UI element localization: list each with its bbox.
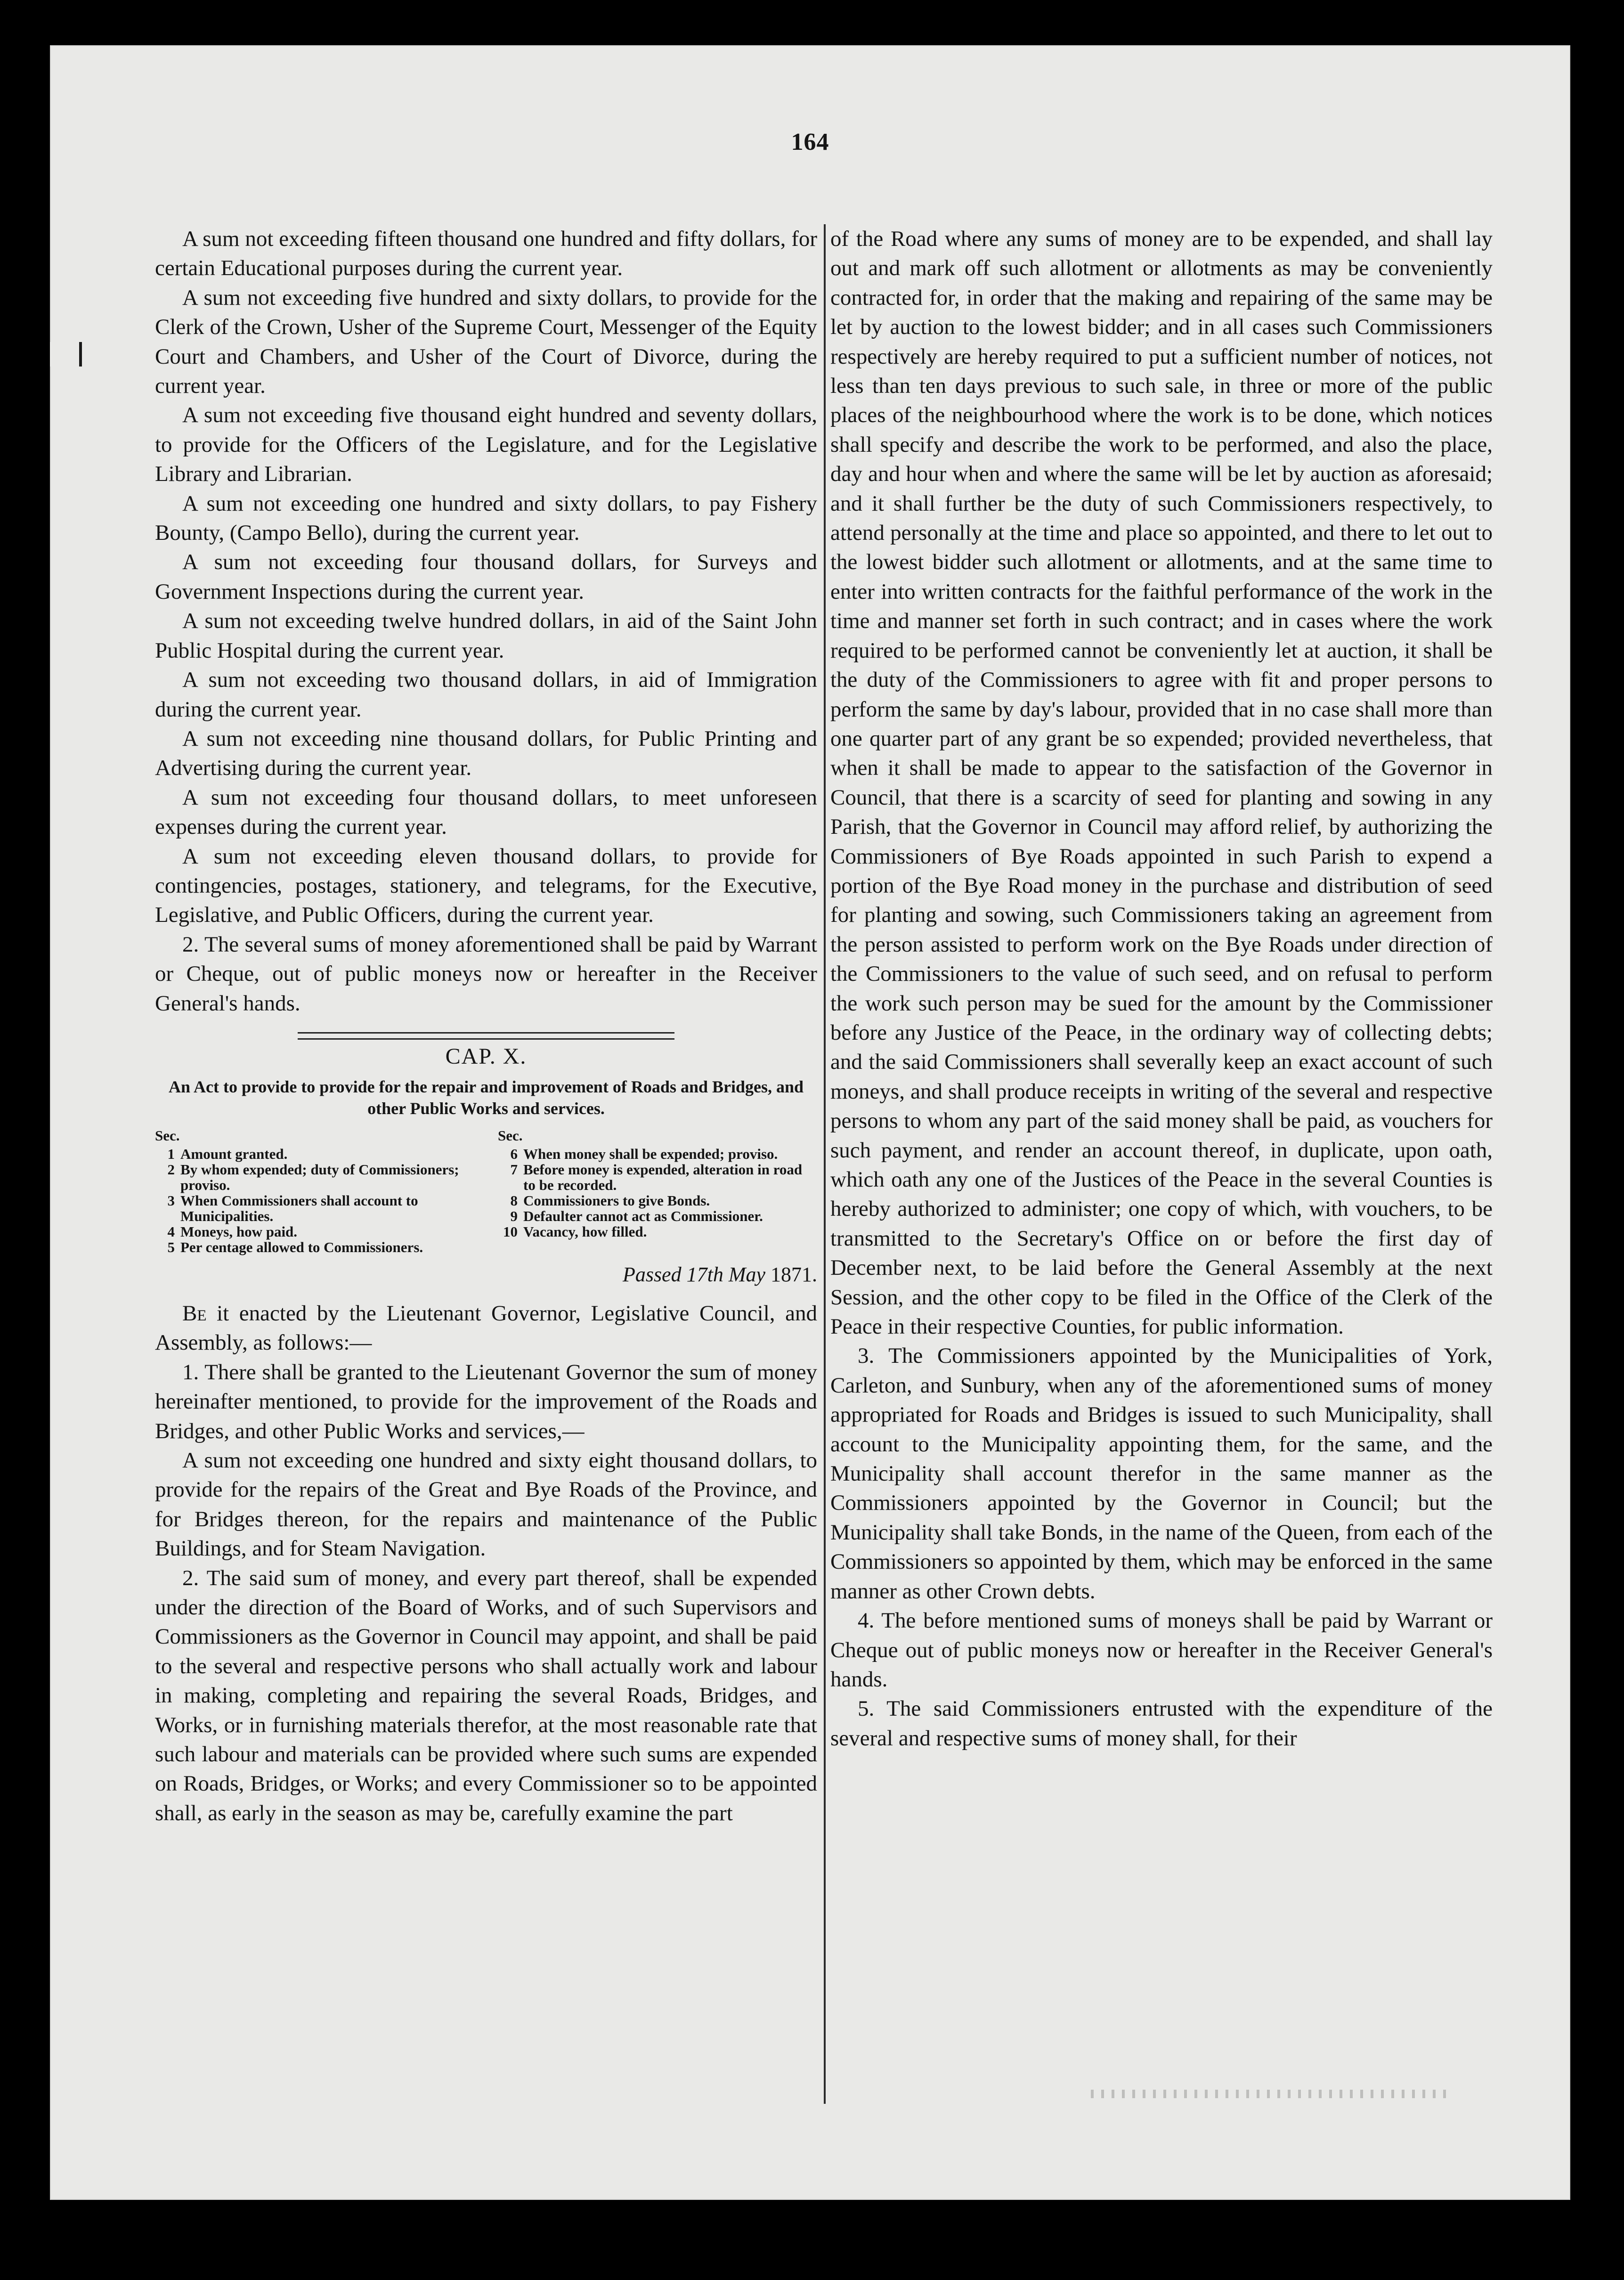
paragraph: 2. The several sums of money aforementioned shall be paid by Warrant or Cheque, out of public moneys now or hereafter in the Receiver General's hands. (155, 932, 817, 1016)
chapter-heading: CAP. X. (445, 1043, 527, 1069)
section-index-item (155, 1224, 474, 1239)
section-index-right (498, 1128, 817, 1255)
passed-year: 1871. (771, 1262, 817, 1286)
section-number: 8 (510, 1192, 518, 1209)
section-number: 1 (167, 1145, 175, 1162)
enacting-first-word: Be (182, 1301, 207, 1326)
page-number: 164 (791, 129, 829, 155)
section-number: 2 (167, 1161, 175, 1178)
paragraph: A sum not exceeding four thousand dollars, to meet unforeseen expenses during the current year. (155, 785, 817, 839)
paragraph: 1. There shall be granted to the Lieutenant Governor the sum of money hereinafter mentioned, to provide for the improvement of the Roads and Bridges, and other Public Works and services,— (155, 1360, 817, 1443)
right-paragraphs (830, 1341, 1493, 1753)
passed-date (155, 1262, 817, 1287)
section-number: 3 (167, 1192, 175, 1209)
section-number: 6 (510, 1145, 518, 1162)
paragraph: A sum not exceeding one hundred and sixty dollars, to pay Fishery Bounty, (Campo Bello), during the current year. (155, 491, 817, 546)
section-index-left (155, 1128, 474, 1255)
paragraph: 4. The before mentioned sums of moneys shall be paid by Warrant or Cheque out of public moneys now or hereafter in the Receiver General's hands. (830, 1608, 1493, 1692)
print-specks (1091, 2090, 1449, 2098)
left-bottom-paragraphs (155, 1358, 817, 1828)
section-label: Sec. (498, 1127, 523, 1144)
section-index-item (155, 1239, 474, 1255)
section-index-item (498, 1208, 817, 1224)
section-index-item (498, 1162, 817, 1193)
section-index-item (155, 1193, 474, 1224)
scanned-page (50, 45, 1570, 2200)
right-column (830, 224, 1493, 1753)
act-title: An Act to provide to provide for the repair and improvement of Roads and Bridges, and other Public Works and services. (168, 1077, 804, 1118)
paragraph: A sum not exceeding five hundred and sixty dollars, to provide for the Clerk of the Crown, Usher of the Supreme Court, Messenger of the Equity Court and Chambers, and Usher of the Court of Divorce, during the current year. (155, 285, 817, 399)
margin-mark (50, 342, 82, 366)
section-title: Amount granted. (180, 1145, 288, 1162)
passed-text: Passed 17th May (622, 1262, 765, 1286)
section-index-item (155, 1146, 474, 1162)
section-title: When money shall be expended; proviso. (523, 1145, 778, 1162)
paragraph: A sum not exceeding one hundred and sixty eight thousand dollars, to provide for the repairs of the Great and Bye Roads of the Province, and for Bridges thereon, for the repairs and maintenance of the Public Buildings, and for Steam Navigation. (155, 1448, 817, 1561)
section-number: 9 (510, 1207, 518, 1224)
section-title: When Commissioners shall account to Municipalities. (180, 1192, 418, 1224)
paragraph: A sum not exceeding nine thousand dollars, for Public Printing and Advertising during the current year. (155, 726, 817, 781)
section-title: Vacancy, how filled. (523, 1223, 647, 1240)
section-title: By whom expended; duty of Commissioners; proviso. (180, 1161, 459, 1193)
section-label: Sec. (155, 1127, 180, 1144)
section-number: 10 (503, 1223, 518, 1240)
section-number: 7 (510, 1161, 518, 1178)
section-number: 5 (167, 1238, 175, 1255)
section-title: Per centage allowed to Commissioners. (180, 1238, 423, 1255)
left-top-paragraphs (155, 224, 817, 1018)
left-column (155, 224, 817, 1828)
section-title: Defaulter cannot act as Commissioner. (523, 1207, 763, 1224)
section-index-item (155, 1162, 474, 1193)
continued-paragraph: of the Road where any sums of money are to be expended, and shall lay out and mark off such allotment or allotments as may be conveniently contracted for, in order that the making and repairing of the same may be let by auction to the lowest bidder; and in all cases such Commissioners respectively are hereby required to put a sufficient number of notices, not less than ten days previous to such sale, in three or more of the public places of the neighbourhood where the work is to be done, which notices shall specify and describe the work to be performed, and also the place, day and hour when and where the same will be let by auction as aforesaid; and it shall further be the duty of such Commissioners respectively, to attend personally at the time and place so appointed, and there to let out to the lowest bidder such allotment or allotments, and at the same time to enter into written contracts for the faithful performance of the work in the time and manner set forth in such contract; and in cases where the work required to be performed cannot be conveniently let at auction, it shall be the duty of the Commissioners to agree with fit and proper persons to perform the same by day's labour, provided that in no case shall more than one quarter part of any grant be so expended; provided nevertheless, that when it shall be made to appear to the satisfaction of the Governor in Council, that there is a scarcity of seed for planting and sowing in any Parish, that the Governor in Council may afford relief, by authorizing the Commissioners of Bye Roads appointed in such Parish to expend a portion of the Bye Road money in the purchase and distribution of seed for planting and sowing, such Commissioners taking an agreement from the person assisted to perform work on the Bye Roads under direction of the Commissioners to the value of such seed, and on refusal to perform the work such person may be sued for the amount by the Commissioner before any Justice of the Peace, in the ordinary way of collecting debts; and the said Commissioners shall severally keep an exact account of such moneys, and shall produce receipts in writing of the several and respective persons to whom any part of the said money shall be paid, as vouchers for such payment, and render an account thereof, in duplicate, upon oath, which oath any one of the Justices of the Peace in the several Counties is hereby authorized to administer; one copy of which, with vouchers, to be transmitted to the Secretary's Office on or before the first day of December next, to be laid before the General Assembly at the next Session, and the other copy to be filed in the Office of the Clerk of the Peace in their respective Counties, for public information. (830, 227, 1493, 1339)
paragraph: 2. The said sum of money, and every part thereof, shall be expended under the direction of the Board of Works, and of such Supervisors and Commissioners as the Governor in Council may appoint, and shall be paid to the several and respective persons who shall actually work and labour in making, completing and repairing the several Roads, Bridges, and Works, or in furnishing materials therefor, at the most reasonable rate that such labour and materials can be provided where such sums are expended on Roads, Bridges, or Works; and every Commissioner so to be appointed shall, as early in the season as may be, carefully examine the part (155, 1565, 817, 1825)
enacting-clause (155, 1299, 817, 1358)
paragraph: A sum not exceeding twelve hundred dollars, in aid of the Saint John Public Hospital during the current year. (155, 609, 817, 663)
paragraph: A sum not exceeding four thousand dollars, for Surveys and Government Inspections during the current year. (155, 550, 817, 604)
paragraph: A sum not exceeding five thousand eight hundred and seventy dollars, to provide for the Officers of the Legislature, and for the Legislative Library and Librarian. (155, 403, 817, 487)
paragraph: A sum not exceeding two thousand dollars, in aid of Immigration during the current year. (155, 668, 817, 722)
section-index (155, 1128, 817, 1255)
paragraph: 3. The Commissioners appointed by the Municipalities of York, Carleton, and Sunbury, when any of the aforementioned sums of money appropriated for Roads and Bridges is issued to such Municipality, shall account to the Municipality appointing them, for the same, and the Municipality shall account therefor in the same manner as the Commissioners appointed by the Governor in Council; but the Municipality shall take Bonds, in the name of the Queen, from each of the Commissioners so appointed by them, which may be enforced in the same manner as other Crown debts. (830, 1344, 1493, 1604)
section-title: Moneys, how paid. (180, 1223, 298, 1240)
paragraph: A sum not exceeding eleven thousand dollars, to provide for contingencies, postages, stationery, and telegrams, for the Executive, Legislative, and Public Officers, during the current year. (155, 844, 817, 928)
section-index-item (498, 1224, 817, 1239)
section-title: Before money is expended, alteration in road to be recorded. (523, 1161, 803, 1193)
section-index-item (498, 1146, 817, 1162)
section-divider (298, 1032, 674, 1040)
paragraph: A sum not exceeding fifteen thousand one hundred and fifty dollars, for certain Educational purposes during the current year. (155, 227, 817, 281)
section-title: Commissioners to give Bonds. (523, 1192, 710, 1209)
section-number: 4 (167, 1223, 175, 1240)
paragraph: 5. The said Commissioners entrusted with the expenditure of the several and respective sums of money shall, for their (830, 1696, 1493, 1751)
section-index-item (498, 1193, 817, 1208)
column-rule (824, 224, 826, 2104)
enacting-text: it enacted by the Lieutenant Governor, Legislative Council, and Assembly, as follows:— (155, 1301, 817, 1355)
